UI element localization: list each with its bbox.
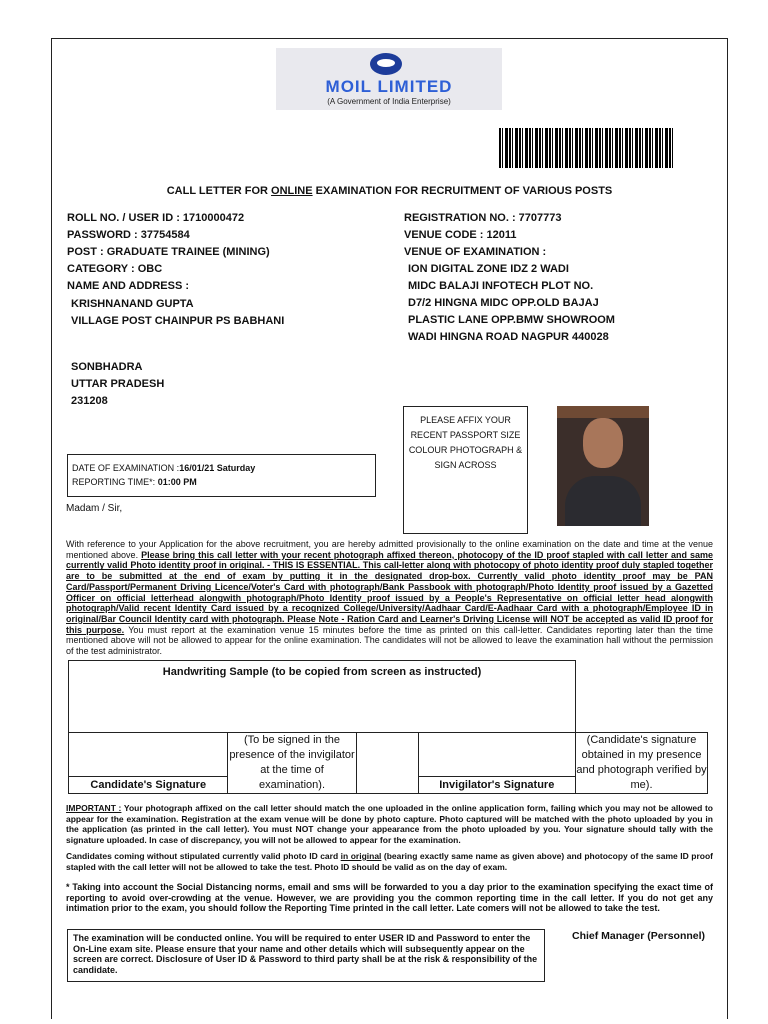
venue-code: VENUE CODE : 12011 [404, 229, 517, 241]
invigilator-signature-note: (Candidate's signature obtained in my presence and photograph verified by me). [576, 733, 708, 794]
candidate-photo [557, 406, 649, 526]
exam-date-label: DATE OF EXAMINATION : [72, 463, 180, 473]
online-exam-box [67, 929, 545, 982]
roll-no: ROLL NO. / USER ID : 1710000472 [67, 212, 245, 224]
logo-subtitle: (A Government of India Enterprise) [327, 97, 451, 106]
call-letter-page [51, 38, 728, 1019]
handwriting-sample-box: Handwriting Sample (to be copied from screen as instructed) [69, 661, 576, 733]
invigilator-signature-box: Invigilator's Signature [418, 733, 576, 794]
address-line: VILLAGE POST CHAINPUR PS BABHANI [71, 315, 285, 327]
online-exam-text: The examination will be conducted online. You will be required to enter USER ID and Password to enter the On-Line exam site. Please ensure that your name and other details which will subsequently appear on the screen are correct. Disclosure of User ID & Password to third party shall be at the risk & responsibility of the candidate. [73, 933, 538, 975]
moil-logo [276, 48, 502, 110]
salutation: Madam / Sir, [66, 503, 123, 514]
category: CATEGORY : OBC [67, 263, 163, 275]
admission-paragraph: With reference to your Application for the above recruitment, you are hereby admitted provisionally to the online examination on the date and time at the venue mentioned above. Please bring this call letter with your recent photograph affixed thereon, photocopy of the ID proof stapled with call letter and same currently valid Photo identity proof in original. - THIS IS ESSENTIAL. This call-letter along with photocopy of photo identity proof duly stapled together are to be submitted at the end of exam by putting it in the designated drop-box. Currently valid photo identity proof may be PAN Card/Passport/Permanent Driving Licence/Voter's Card with photograph/Bank Passbook with photograph/Photo Identity proof issued by a Gazetted Officer on official letterhead alongwith photograph/Photo Identity proof issued by a People's Representative on official letter head alongwith photograph/Valid recent Identity Card issued by a recognized College/University/Aadhaar Card/E-Aadhaar Card with a photograph/Employee ID in original/Bar Council Identity card with photograph. Please Note - Ration Card and Learner's Driving License will NOT be accepted as valid ID proof for this purpose. You must report at the examination venue 15 minutes before the time as printed on this call-letter. Candidates reporting later than the time mentioned above will not be allowed to appear for the online examination. The candidates will not be allowed to leave the examination hall without the permission of the test administrator. [66, 539, 713, 657]
address-state: UTTAR PRADESH [71, 378, 165, 390]
venue-line: PLASTIC LANE OPP.BMW SHOWROOM [408, 314, 615, 326]
blank-cell [356, 733, 418, 794]
name-address-label: NAME AND ADDRESS : [67, 280, 190, 292]
signature-table [68, 660, 708, 794]
reporting-time-value: 01:00 PM [157, 477, 197, 487]
candidate-details [67, 210, 270, 295]
venue-line: WADI HINGNA ROAD NAGPUR 440028 [408, 331, 609, 343]
photo-affix-text: PLEASE AFFIX YOUR RECENT PASSPORT SIZE COLOUR PHOTOGRAPH & SIGN ACROSS [408, 415, 523, 470]
venue-line: MIDC BALAJI INFOTECH PLOT NO. [408, 280, 594, 292]
candidate-signature-note: (To be signed in the presence of the invigilator at the time of examination). [228, 733, 356, 794]
letter-title: CALL LETTER FOR ONLINE EXAMINATION FOR RECRUITMENT OF VARIOUS POSTS [166, 185, 613, 197]
candidate-address-2 [71, 359, 164, 410]
photo-affix-box [403, 406, 528, 534]
barcode [499, 128, 674, 168]
candidate-name: KRISHNANAND GUPTA [71, 298, 194, 310]
venue-label: VENUE OF EXAMINATION : [404, 246, 547, 258]
moil-emblem-icon [370, 53, 402, 75]
venue-line: ION DIGITAL ZONE IDZ 2 WADI [408, 263, 569, 275]
registration-no: REGISTRATION NO. : 7707773 [404, 212, 562, 224]
important-note: IMPORTANT : Your photograph affixed on the call letter should match the one uploaded in the online application form, failing which you may not be allowed to appear for the examination. Registration at the exam venue will be done by photo capture. Photo captured will be matched with the photo uploaded by you in the application (as printed in the call letter). You must NOT change your appearance from the photo uploaded by you. Your signature should tally with the signature uploaded. In case of discrepancy, you will not be allowed to appear for the examination. [66, 803, 713, 845]
exam-date-box [67, 454, 376, 497]
logo-name: MOIL LIMITED [325, 77, 453, 96]
candidate-signature-box: Candidate's Signature [69, 733, 228, 794]
venue-details [404, 210, 562, 261]
exam-date-value: 16/01/21 Saturday [179, 463, 256, 473]
address-district: SONBHADRA [71, 361, 143, 373]
password: PASSWORD : 37754584 [67, 229, 190, 241]
post: POST : GRADUATE TRAINEE (MINING) [67, 246, 270, 258]
venue-address [408, 261, 615, 346]
reporting-time-label: REPORTING TIME*: [72, 477, 158, 487]
candidates-id-note: Candidates coming without stipulated currently valid photo ID card in original (bearing exactly same name as given above) and photocopy of the same ID proof stapled with the call letter will not be allowed to take the test. Photo ID should be valid as on the day of exam. [66, 851, 713, 872]
venue-line: D7/2 HINGNA MIDC OPP.OLD BAJAJ [408, 297, 599, 309]
social-distancing-note: * Taking into account the Social Distancing norms, email and sms will be forwarded to you a day prior to the examination specifying the exact time of reporting to avoid over-crowding at the venue. However, we are providing you the common reporting time in the call letter. If you do not get any intimation prior to the exam, you should follow the Reporting Time printed in the call letter. Late comers will not be allowed to take the test. [66, 882, 713, 913]
address-pin: 231208 [71, 395, 108, 407]
candidate-address [71, 296, 284, 330]
chief-manager-signature: Chief Manager (Personnel) [572, 930, 706, 942]
